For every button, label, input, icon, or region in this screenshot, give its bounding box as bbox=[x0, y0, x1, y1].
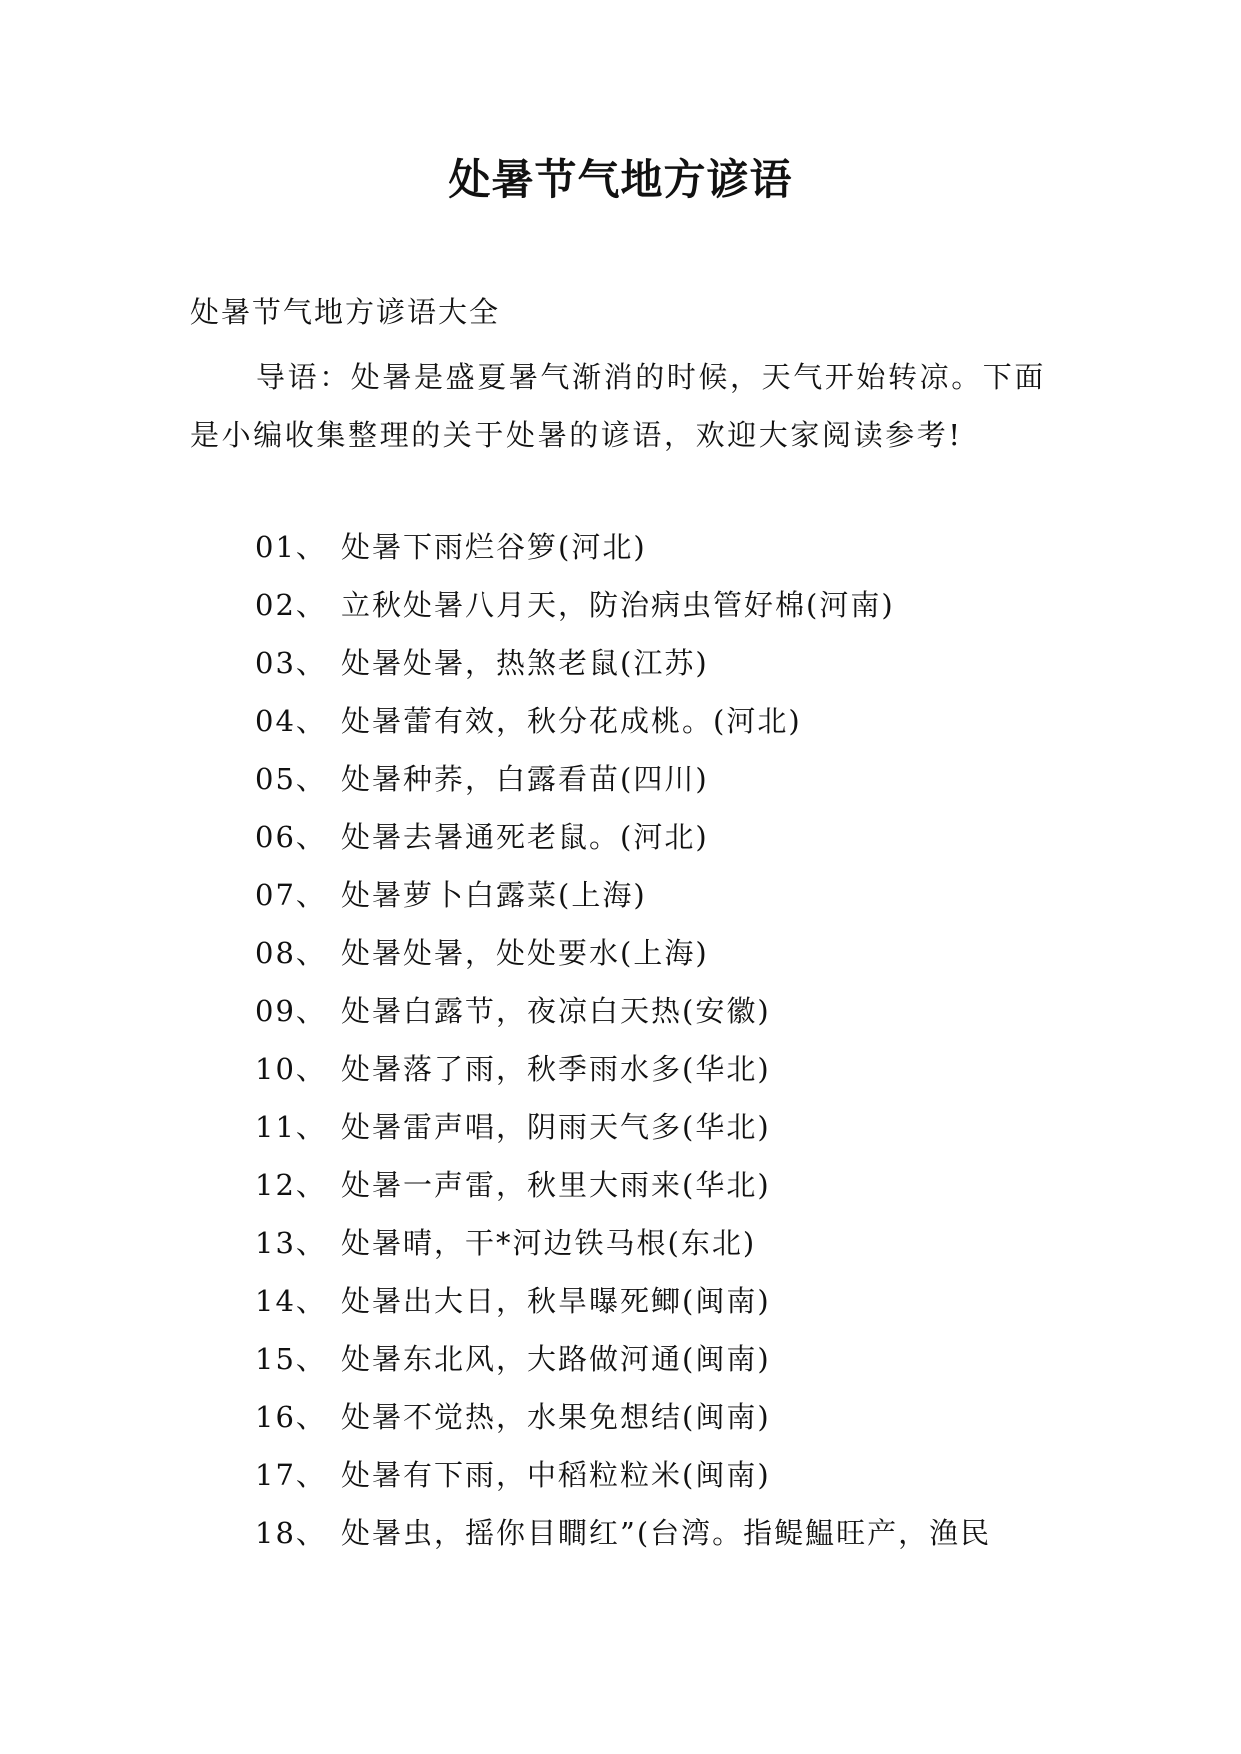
list-item-number: 16、 bbox=[255, 1400, 327, 1434]
list-item bbox=[255, 527, 1055, 585]
list-item bbox=[255, 817, 1055, 875]
list-item-text: 处暑蕾有效，秋分花成桃。(河北) bbox=[341, 704, 802, 738]
list-item bbox=[255, 643, 1055, 701]
intro-paragraph: 导语：处暑是盛夏暑气渐消的时候，天气开始转凉。下面是小编收集整理的关于处暑的谚语，欢迎大家阅读参考! bbox=[190, 360, 1047, 452]
list-item bbox=[255, 1107, 1055, 1165]
list-item-number: 14、 bbox=[255, 1284, 327, 1318]
list-item-number: 09、 bbox=[255, 994, 327, 1028]
list-item-number: 06、 bbox=[255, 820, 327, 854]
list-item-text: 处暑出大日，秋旱曝死鲫(闽南) bbox=[341, 1284, 771, 1318]
list-item-text: 处暑白露节，夜凉白天热(安徽) bbox=[341, 994, 771, 1028]
list-item-text: 处暑落了雨，秋季雨水多(华北) bbox=[341, 1052, 771, 1086]
list-item bbox=[255, 1049, 1055, 1107]
list-item-number: 11、 bbox=[255, 1110, 327, 1144]
document-subtitle: 处暑节气地方谚语大全 bbox=[190, 295, 501, 329]
list-item-number: 15、 bbox=[255, 1342, 327, 1376]
list-item-text: 处暑种荞，白露看苗(四川) bbox=[341, 762, 709, 796]
list-item bbox=[255, 933, 1055, 991]
list-item-text: 处暑东北风，大路做河通(闽南) bbox=[341, 1342, 771, 1376]
list-item-text: 处暑晴，干*河边铁马根(东北) bbox=[341, 1226, 757, 1260]
list-item-number: 02、 bbox=[255, 588, 327, 622]
list-item-number: 08、 bbox=[255, 936, 327, 970]
list-item bbox=[255, 1397, 1055, 1455]
list-item-number: 07、 bbox=[255, 878, 327, 912]
list-item-text: 处暑去暑通死老鼠。(河北) bbox=[341, 820, 709, 854]
list-item-text: 立秋处暑八月天，防治病虫管好棉(河南) bbox=[341, 588, 895, 622]
list-item-text: 处暑不觉热，水果免想结(闽南) bbox=[341, 1400, 771, 1434]
list-item bbox=[255, 701, 1055, 759]
list-item-text: 处暑有下雨，中稻粒粒米(闽南) bbox=[341, 1458, 771, 1492]
list-item-number: 17、 bbox=[255, 1458, 327, 1492]
list-item-text: 处暑处暑，处处要水(上海) bbox=[341, 936, 709, 970]
list-item bbox=[255, 1223, 1055, 1281]
list-item-text: 处暑下雨烂谷箩(河北) bbox=[341, 530, 647, 564]
list-item bbox=[255, 1339, 1055, 1397]
list-item-text: 处暑处暑，热煞老鼠(江苏) bbox=[341, 646, 709, 680]
list-item bbox=[255, 759, 1055, 817]
list-item-text: 处暑萝卜白露菜(上海) bbox=[341, 878, 647, 912]
list-item-number: 05、 bbox=[255, 762, 327, 796]
list-item-number: 01、 bbox=[255, 530, 327, 564]
list-item-number: 04、 bbox=[255, 704, 327, 738]
proverb-list bbox=[255, 527, 1055, 1571]
list-item-text: 处暑一声雷，秋里大雨来(华北) bbox=[341, 1168, 771, 1202]
list-item bbox=[255, 1165, 1055, 1223]
list-item bbox=[255, 1513, 1055, 1571]
list-item bbox=[255, 1455, 1055, 1513]
list-item-number: 13、 bbox=[255, 1226, 327, 1260]
document-title: 处暑节气地方谚语 bbox=[448, 155, 793, 204]
list-item bbox=[255, 875, 1055, 933]
list-item-number: 10、 bbox=[255, 1052, 327, 1086]
list-item bbox=[255, 585, 1055, 643]
list-item-number: 12、 bbox=[255, 1168, 327, 1202]
list-item-text: 处暑虫，摇你目瞷红”(台湾。指鳀鰛旺产，渔民 bbox=[341, 1516, 992, 1550]
list-item-number: 18、 bbox=[255, 1516, 327, 1550]
list-item-text: 处暑雷声唱，阴雨天气多(华北) bbox=[341, 1110, 771, 1144]
list-item bbox=[255, 1281, 1055, 1339]
list-item-number: 03、 bbox=[255, 646, 327, 680]
list-item bbox=[255, 991, 1055, 1049]
